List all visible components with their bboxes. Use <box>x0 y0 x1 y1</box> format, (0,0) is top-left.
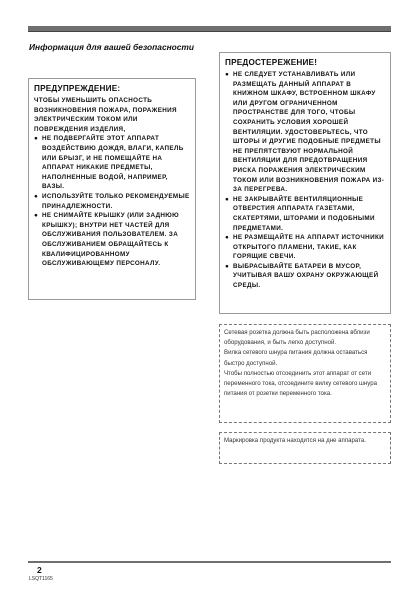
caution-box <box>219 52 391 314</box>
label-note-text: Маркировка продукта находится на дне аппарата. <box>224 437 366 444</box>
bullet-icon: ● <box>225 234 230 242</box>
bullet-icon: ● <box>225 195 230 203</box>
bullet-icon: ● <box>34 135 39 143</box>
caution-item-text: НЕ ЗАКРЫВАЙТЕ ВЕНТИЛЯЦИОННЫЕ ОТВЕРСТИЯ АППАРАТА ГАЗЕТАМИ, СКАТЕРТЯМИ, ШТОРАМИ И ПОДОБНЫМИ ПРЕДМЕТАМИ. <box>233 195 375 232</box>
outlet-note-line: Сетевая розетка должна быть расположена вблизи оборудования, и быть легко доступной. <box>224 329 370 347</box>
list-item <box>225 70 385 195</box>
page-number: 2 <box>37 565 42 575</box>
bullet-icon: ● <box>34 192 39 200</box>
warning-item-text: НЕ СНИМАЙТЕ КРЫШКУ (ИЛИ ЗАДНЮЮ КРЫШКУ); ВНУТРИ НЕТ ЧАСТЕЙ ДЛЯ ОБСЛУЖИВАНИЯ ПОЛЬЗОВАТЕЛЕМ. ЗА ОБСЛУЖИВАНИЕМ ОБРАЩАЙТЕСЬ К КВАЛИФИЦИРОВАННОМУ ОБСЛУЖИВАЮЩЕМУ ПЕРСОНАЛУ. <box>42 212 179 268</box>
section-heading: Информация для вашей безопасности <box>29 42 194 52</box>
warning-title: ПРЕДУПРЕЖДЕНИЕ: <box>34 84 121 93</box>
warning-box <box>28 78 196 300</box>
warning-lead: ЧТОБЫ УМЕНЬШИТЬ ОПАСНОСТЬ ВОЗНИКНОВЕНИЯ ПОЖАРА, ПОРАЖЕНИЯ ЭЛЕКТРИЧЕСКИМ ТОКОМ ИЛИ ПОВРЕЖДЕНИЯ ИЗДЕЛИЯ, <box>34 97 177 133</box>
outlet-note-box <box>219 324 391 423</box>
warning-item-text: ИСПОЛЬЗУЙТЕ ТОЛЬКО РЕКОМЕНДУЕМЫЕ ПРИНАДЛЕЖНОСТИ. <box>42 192 190 210</box>
outlet-note-line: Вилка сетевого шнура питания должна оставаться быстро доступной. <box>224 349 368 367</box>
caution-item-text: НЕ РАЗМЕЩАЙТЕ НА АППАРАТ ИСТОЧНИКИ ОТКРЫТОГО ПЛАМЕНИ, ТАКИЕ, КАК ГОРЯЩИЕ СВЕЧИ. <box>233 234 385 261</box>
caution-item-text: НЕ СЛЕДУЕТ УСТАНАВЛИВАТЬ ИЛИ РАЗМЕЩАТЬ ДАННЫЙ АППАРАТ В КНИЖНОМ ШКАФУ, ВСТРОЕННОМ ШКАФУ ИЛИ ДРУГОМ ОГРАНИЧЕННОМ ПРОСТРАНСТВЕ ДЛЯ ТОГО, ЧТОБЫ СОХРАНИТЬ УСЛОВИЯ ХОРОШЕЙ ВЕНТИЛЯЦИИ. УДОСТОВЕРЬТЕСЬ, ЧТО ШТОРЫ И ДРУГИЕ ПОДОБНЫЕ ПРЕДМЕТЫ НЕ ПРЕПЯТСТВУЮТ НОРМАЛЬНОЙ ВЕНТИЛЯЦИИ ДЛЯ ПРЕДОТВРАЩЕНИЯ РИСКА ПОРАЖЕНИЯ ЭЛЕКТРИЧЕСКИМ ТОКОМ ИЛИ ВОЗНИКНОВЕНИЯ ПОЖАРА ИЗ-ЗА ПЕРЕГРЕВА. <box>233 71 385 194</box>
list-item <box>34 192 190 211</box>
list-item <box>34 211 190 269</box>
bullet-icon: ● <box>225 71 230 78</box>
bullet-icon: ● <box>34 212 39 220</box>
bullet-icon: ● <box>225 262 230 270</box>
list-item <box>225 233 385 262</box>
list-item <box>225 195 385 233</box>
warning-item-text: НЕ ПОДВЕРГАЙТЕ ЭТОТ АППАРАТ ВОЗДЕЙСТВИЮ ДОЖДЯ, ВЛАГИ, КАПЕЛЬ ИЛИ БРЫЗГ, И НЕ ПОМЕЩАЙТЕ НА АППАРАТ НИКАКИЕ ПРЕДМЕТЫ, НАПОЛНЕННЫЕ ВОДОЙ, НАПРИМЕР, ВАЗЫ. <box>42 135 184 191</box>
caution-item-text: ВЫБРАСЫВАЙТЕ БАТАРЕИ В МУСОР, УЧИТЫВАЯ ВАШУ ОХРАНУ ОКРУЖАЮЩЕЙ СРЕДЫ. <box>233 262 379 290</box>
outlet-note-line: Чтобы полностью отсоединить этот аппарат от сети переменного тока, отсоедините вилку сетевого шнура питания от розетки переменного тока. <box>224 369 378 398</box>
list-item <box>34 134 190 192</box>
label-note-box <box>219 432 391 464</box>
caution-list <box>225 70 385 291</box>
warning-list <box>34 134 190 268</box>
document-code: LSQT1165 <box>29 576 53 582</box>
top-rule <box>28 26 391 32</box>
list-item <box>225 262 385 291</box>
caution-title: ПРЕДОСТЕРЕЖЕНИЕ! <box>225 58 318 67</box>
footer-rule <box>28 561 391 563</box>
